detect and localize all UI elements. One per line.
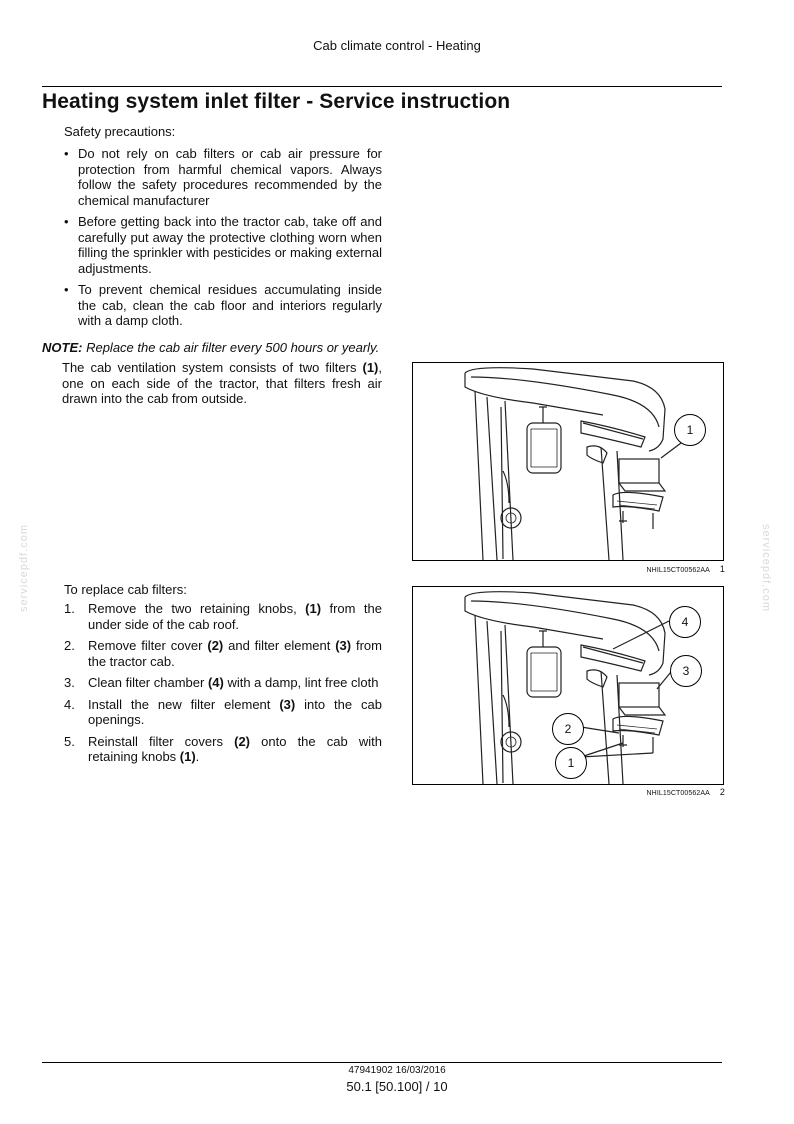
step-ref: (3) xyxy=(279,696,296,712)
figure-2-callout: 2 xyxy=(552,713,584,745)
step-text: with a damp, lint free cloth xyxy=(223,675,379,690)
cab-roof-drawing xyxy=(413,363,723,560)
procedure-step xyxy=(64,734,382,765)
procedure-step xyxy=(64,638,382,669)
step-text: Remove filter cover xyxy=(88,638,208,653)
step-number: 4. xyxy=(64,696,75,712)
note-text: Replace the cab air filter every 500 hours or yearly. xyxy=(86,340,380,355)
watermark-left: servicepdf.com xyxy=(17,524,30,612)
safety-bullet xyxy=(64,146,382,208)
ventilation-text-end: , one on each side of the tractor, that filters fresh air drawn into the cab from outside. xyxy=(62,360,382,406)
figure-2-callout: 4 xyxy=(669,606,701,638)
procedure-steps xyxy=(64,601,382,771)
safety-bullet-text: Before getting back into the tractor cab, take off and carefully put away the protective clothing worn when filling the sprinkler with pesticides or making external adjustments. xyxy=(78,214,382,276)
note-label: NOTE: xyxy=(42,340,83,355)
procedure-step xyxy=(64,675,382,691)
safety-bullet xyxy=(64,214,382,276)
procedure-intro: To replace cab filters: xyxy=(64,582,187,597)
figure-2-illustration xyxy=(412,586,724,785)
step-text: Reinstall filter covers xyxy=(88,733,235,749)
step-text: Install the new filter element xyxy=(88,696,280,712)
step-text: Clean filter chamber xyxy=(88,675,208,690)
step-text: onto the cab with retaining knobs xyxy=(88,733,382,764)
procedure-step xyxy=(64,697,382,728)
figure-1-callout: 1 xyxy=(674,414,706,446)
safety-bullet-text: Do not rely on cab filters or cab air pressure for protection from harmful chemical vapors. Always follow the safety procedures recommended by the chemical manufacturer xyxy=(78,146,382,208)
step-ref: (1) xyxy=(305,601,322,616)
bullet-dot: • xyxy=(64,214,69,229)
figure-2-callout: 1 xyxy=(555,747,587,779)
bullet-dot: • xyxy=(64,282,69,297)
step-ref: (2) xyxy=(207,638,224,653)
figure-1-code: NHIL15CT00562AA xyxy=(646,567,710,574)
watermark-right: servicepdf.com xyxy=(759,524,772,612)
step-text: Remove the two retaining knobs, xyxy=(88,601,306,616)
step-text: from the tractor cab. xyxy=(88,638,382,669)
safety-bullet xyxy=(64,282,382,329)
step-number: 2. xyxy=(64,638,75,653)
footer-rule xyxy=(42,1062,722,1063)
safety-intro: Safety precautions: xyxy=(64,124,176,139)
step-number: 3. xyxy=(64,675,75,690)
figure-2-code: NHIL15CT00562AA xyxy=(646,790,710,797)
figure-1-illustration xyxy=(412,362,724,561)
figure-2-callout: 3 xyxy=(670,655,702,687)
step-text: and filter element xyxy=(223,638,336,653)
step-text: into the cab openings. xyxy=(88,696,383,727)
safety-bullet-list xyxy=(64,146,382,335)
step-text: . xyxy=(195,749,200,764)
section-title: Heating system inlet filter - Service instruction xyxy=(42,90,511,113)
note xyxy=(42,340,379,356)
step-ref: (2) xyxy=(234,733,250,749)
step-ref: (3) xyxy=(335,638,352,653)
footer-page-number: 50.1 [50.100] / 10 xyxy=(346,1079,448,1094)
procedure-step xyxy=(64,601,382,632)
safety-bullet-text: To prevent chemical residues accumulating inside the cab, clean the cab floor and interiors regularly with a damp cloth. xyxy=(78,282,382,328)
bullet-dot: • xyxy=(64,146,69,161)
figure-1-caption xyxy=(540,564,725,574)
figure-2-number: 2 xyxy=(719,787,725,797)
step-number: 1. xyxy=(64,601,75,616)
running-header: Cab climate control - Heating xyxy=(313,38,481,53)
ventilation-paragraph xyxy=(62,360,382,407)
step-text: from the under side of the cab roof. xyxy=(88,601,383,632)
footer-doc-code: 47941902 16/03/2016 xyxy=(348,1065,446,1076)
step-ref: (1) xyxy=(179,749,196,764)
figure-2-caption xyxy=(540,787,725,797)
figure-1-number: 1 xyxy=(719,564,725,574)
ventilation-ref: (1) xyxy=(362,360,379,375)
step-number: 5. xyxy=(64,733,75,749)
header-rule xyxy=(42,86,722,87)
step-ref: (4) xyxy=(207,675,224,690)
ventilation-text: The cab ventilation system consists of two filters xyxy=(62,360,363,375)
